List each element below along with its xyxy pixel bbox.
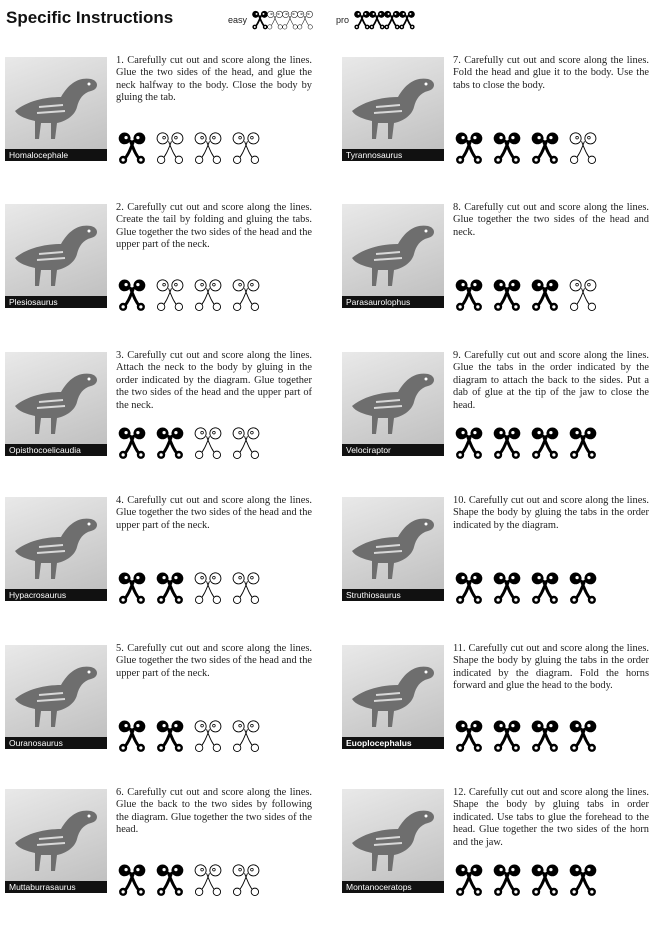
difficulty-rating: [454, 571, 606, 605]
dinosaur-model-image: [346, 63, 440, 149]
scissors-icon-filled: [117, 571, 147, 605]
scissors-icon-outline: [231, 719, 261, 753]
scissors-icon-filled: [454, 278, 484, 312]
dinosaur-photo: [5, 57, 107, 161]
scissors-icon-outline: [193, 863, 223, 897]
difficulty-rating: [454, 863, 606, 897]
dinosaur-photo: [342, 789, 444, 893]
dinosaur-photo: [5, 789, 107, 893]
dinosaur-model-image: [9, 63, 103, 149]
card-muttaburrasaurus: [5, 789, 325, 934]
scissors-icon-filled: [568, 863, 598, 897]
photo-caption: Parasaurolophus: [342, 296, 444, 308]
easy-legend: [228, 10, 311, 30]
scissors-icon-filled: [492, 719, 522, 753]
instruction-text: 6. Carefully cut out and score along the lines. Glue the back to the two sides by following the diagram. Glue together the two sides of the head.: [116, 787, 312, 836]
photo-caption: Velociraptor: [342, 444, 444, 456]
card-struthiosaurus: [342, 497, 650, 642]
scissors-icon-filled: [530, 571, 560, 605]
difficulty-rating: [117, 863, 269, 897]
scissors-icon-outline: [193, 278, 223, 312]
scissors-icon-filled: [492, 131, 522, 165]
scissors-icon-filled: [568, 719, 598, 753]
photo-caption: Plesiosaurus: [5, 296, 107, 308]
scissors-icon-outline: [568, 278, 598, 312]
photo-caption: Muttaburrasaurus: [5, 881, 107, 893]
scissors-icon-filled: [568, 571, 598, 605]
difficulty-rating: [454, 131, 606, 165]
dinosaur-model-image: [9, 358, 103, 444]
dinosaur-photo: [342, 57, 444, 161]
photo-caption: Homalocephale: [5, 149, 107, 161]
instruction-text: 10. Carefully cut out and score along the lines. Shape the body by gluing the tabs in the order indicated by the diagram.: [453, 495, 649, 531]
card-montanoceratops: [342, 789, 650, 934]
difficulty-rating: [454, 719, 606, 753]
scissors-icon-filled: [117, 426, 147, 460]
scissors-icon-outline: [231, 278, 261, 312]
scissors-icon-filled: [155, 719, 185, 753]
scissors-icon-filled: [454, 719, 484, 753]
instruction-text: 9. Carefully cut out and score along the lines. Glue the tabs in the order indicated by the diagram to attach the back to the sides. Put a dab of glue at the tip of the jaw to close the head.: [453, 350, 649, 411]
card-hypacrosaurus: [5, 497, 325, 642]
scissors-icon-filled: [454, 571, 484, 605]
scissors-icon-filled: [155, 863, 185, 897]
instruction-text: 5. Carefully cut out and score along the lines. Glue together the two sides of the head and the upper part of the neck.: [116, 643, 312, 679]
card-parasaurolophus: [342, 204, 650, 349]
scissors-icon-filled: [492, 426, 522, 460]
scissors-icon-filled: [530, 278, 560, 312]
dinosaur-model-image: [346, 210, 440, 296]
instruction-text: 4. Carefully cut out and score along the lines. Glue together the two sides of the head and the upper part of the neck.: [116, 495, 312, 531]
difficulty-rating: [117, 131, 269, 165]
scissors-icon-outline: [296, 10, 314, 30]
instruction-text: 12. Carefully cut out and score along the lines. Shape the body by gluing tabs in order indicated. Use tabs to glue the forehead to the head. Glue together the two sides of the horn and the jaw.: [453, 787, 649, 848]
scissors-icon-outline: [193, 131, 223, 165]
scissors-icon-filled: [454, 131, 484, 165]
instruction-text: 8. Carefully cut out and score along the lines. Glue together the two sides of the head and neck.: [453, 202, 649, 238]
pro-legend: [336, 10, 413, 30]
dinosaur-model-image: [346, 795, 440, 881]
instruction-text: 3. Carefully cut out and score along the lines. Attach the neck to the body by gluing in the order indicated by the diagram. Glue together the two sides of the head and the upper part of the neck.: [116, 350, 312, 411]
scissors-icon-filled: [454, 426, 484, 460]
dinosaur-photo: [5, 645, 107, 749]
scissors-icon-filled: [454, 863, 484, 897]
dinosaur-photo: [342, 645, 444, 749]
scissors-icon-filled: [117, 719, 147, 753]
dinosaur-model-image: [346, 503, 440, 589]
scissors-icon-filled: [117, 278, 147, 312]
scissors-icon-filled: [492, 863, 522, 897]
dinosaur-model-image: [9, 651, 103, 737]
difficulty-rating: [117, 571, 269, 605]
card-opisthocoelicaudia: [5, 352, 325, 497]
card-ouranosaurus: [5, 645, 325, 790]
scissors-icon-filled: [155, 426, 185, 460]
scissors-icon-outline: [231, 571, 261, 605]
dinosaur-model-image: [346, 358, 440, 444]
scissors-icon-outline: [568, 131, 598, 165]
scissors-icon-outline: [155, 278, 185, 312]
scissors-icon-filled: [398, 10, 416, 30]
difficulty-rating: [117, 719, 269, 753]
easy-legend-icons: [251, 10, 311, 30]
scissors-icon-filled: [530, 719, 560, 753]
photo-caption: Montanoceratops: [342, 881, 444, 893]
scissors-icon-filled: [492, 571, 522, 605]
dinosaur-photo: [342, 497, 444, 601]
instruction-text: 7. Carefully cut out and score along the lines. Fold the head and glue it to the body. Use the tabs to close the body.: [453, 55, 649, 91]
instruction-text: 1. Carefully cut out and score along the lines. Glue the two sides of the head, and glue the neck halfway to the body. Close the body by gluing the tab.: [116, 55, 312, 104]
dinosaur-photo: [5, 497, 107, 601]
scissors-icon-outline: [231, 131, 261, 165]
photo-caption: Ouranosaurus: [5, 737, 107, 749]
scissors-icon-outline: [231, 426, 261, 460]
photo-caption: Opisthocoelicaudia: [5, 444, 107, 456]
scissors-icon-filled: [568, 426, 598, 460]
difficulty-rating: [454, 426, 606, 460]
scissors-icon-outline: [231, 863, 261, 897]
pro-label: pro: [336, 15, 350, 25]
dinosaur-photo: [5, 352, 107, 456]
scissors-icon-filled: [117, 131, 147, 165]
card-euoplocephalus: [342, 645, 650, 790]
instruction-text: 11. Carefully cut out and score along the lines. Shape the body by gluing the tabs in the order indicated by the diagram. Fold the horns forward and glue the head to the body.: [453, 643, 649, 692]
photo-caption: Tyrannosaurus: [342, 149, 444, 161]
scissors-icon-filled: [530, 131, 560, 165]
dinosaur-model-image: [346, 651, 440, 737]
scissors-icon-filled: [530, 426, 560, 460]
scissors-icon-filled: [155, 571, 185, 605]
dinosaur-photo: [342, 204, 444, 308]
scissors-icon-outline: [193, 719, 223, 753]
page-title: Specific Instructions: [6, 8, 174, 27]
dinosaur-model-image: [9, 795, 103, 881]
easy-label: easy: [228, 15, 248, 25]
difficulty-rating: [454, 278, 606, 312]
scissors-icon-filled: [492, 278, 522, 312]
difficulty-rating: [117, 426, 269, 460]
dinosaur-model-image: [9, 210, 103, 296]
photo-caption: Hypacrosaurus: [5, 589, 107, 601]
card-velociraptor: [342, 352, 650, 497]
dinosaur-model-image: [9, 503, 103, 589]
card-tyrannosaurus: [342, 57, 650, 202]
dinosaur-photo: [5, 204, 107, 308]
dinosaur-photo: [342, 352, 444, 456]
photo-caption: Euoplocephalus: [342, 737, 444, 749]
pro-legend-icons: [353, 10, 413, 30]
card-plesiosaurus: [5, 204, 325, 349]
scissors-icon-outline: [193, 426, 223, 460]
photo-caption: Struthiosaurus: [342, 589, 444, 601]
difficulty-rating: [117, 278, 269, 312]
card-homalocephale: [5, 57, 325, 202]
scissors-icon-filled: [117, 863, 147, 897]
scissors-icon-outline: [193, 571, 223, 605]
scissors-icon-filled: [530, 863, 560, 897]
scissors-icon-outline: [155, 131, 185, 165]
instruction-text: 2. Carefully cut out and score along the lines. Create the tail by folding and gluing the tabs. Glue together the two sides of the head and the upper part of the neck.: [116, 202, 312, 251]
